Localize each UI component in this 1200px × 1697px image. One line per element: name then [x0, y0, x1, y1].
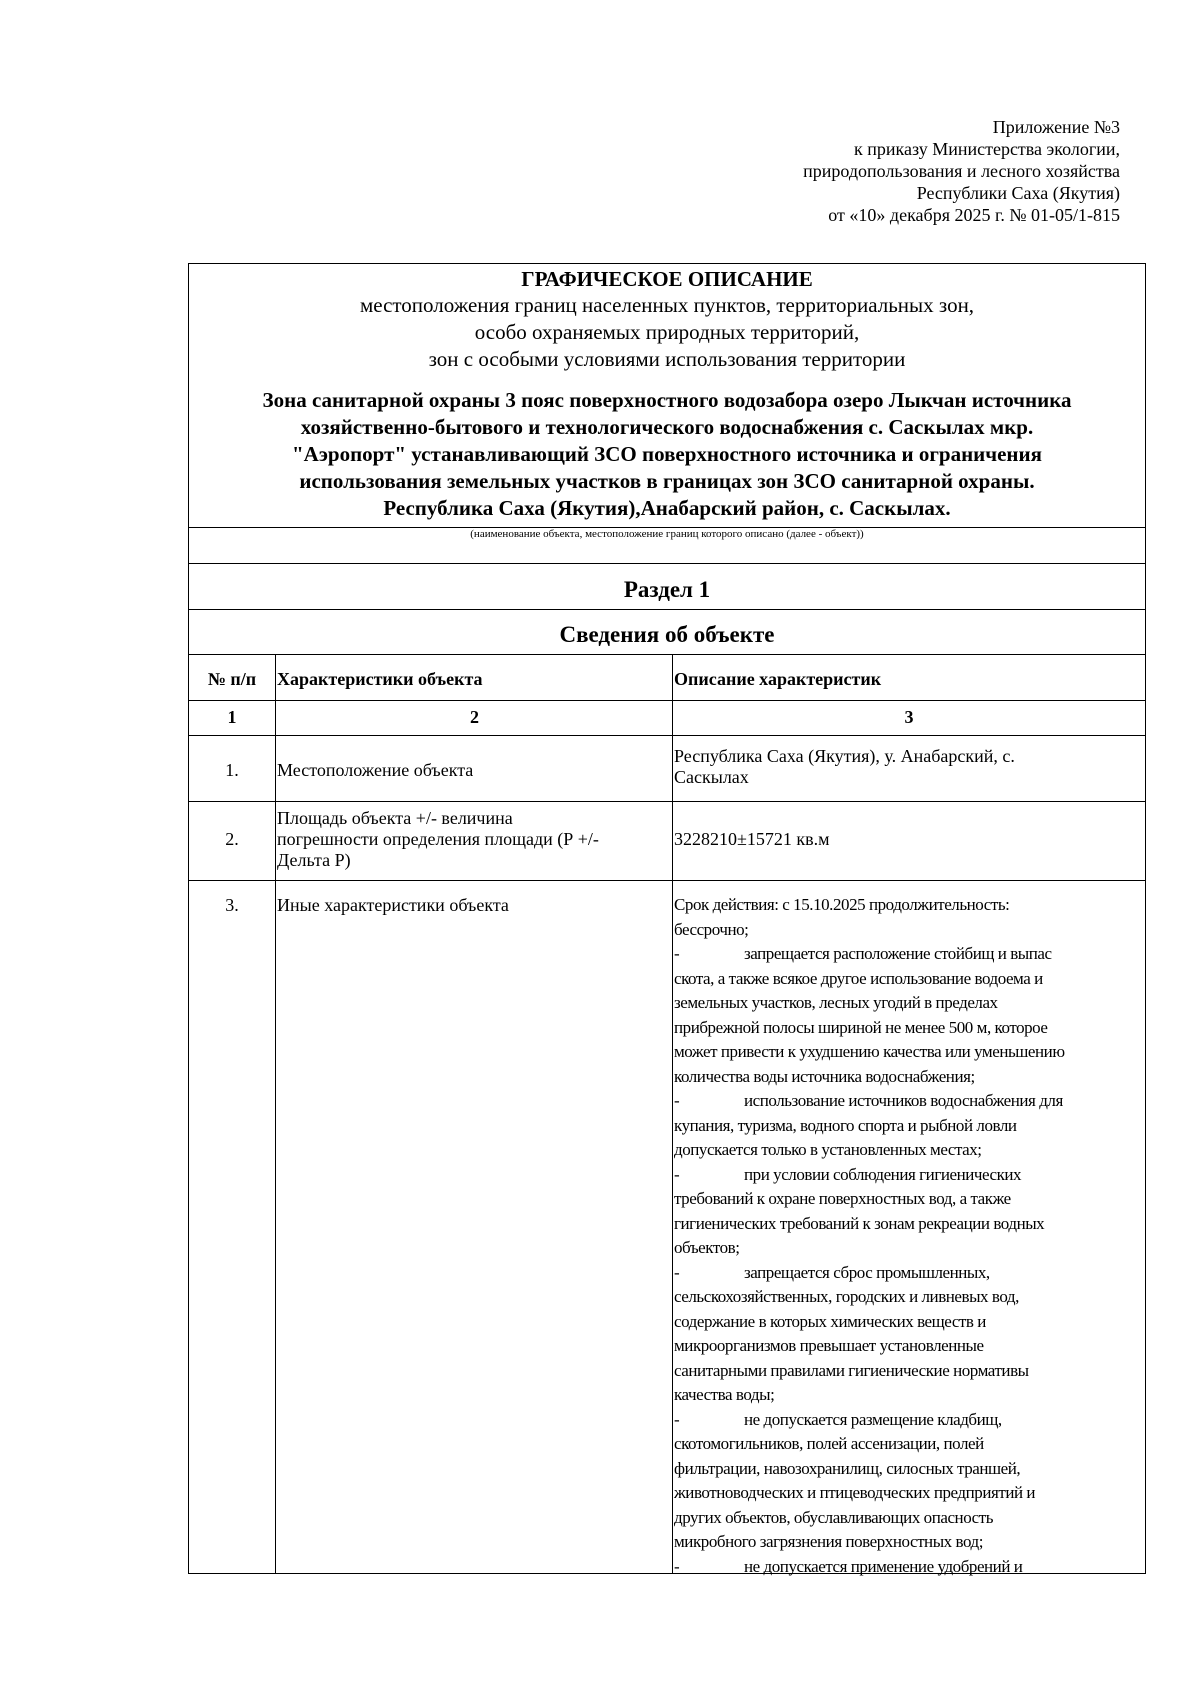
- description-text: прибрежной полосы шириной не менее 500 м, которое: [674, 1017, 1048, 1037]
- description-text: содержание в которых химических веществ и: [674, 1311, 986, 1331]
- table-row-number: 3.: [225, 895, 239, 915]
- section-number: Раздел 1: [623, 577, 711, 602]
- description-line: [674, 1408, 1143, 1433]
- divider: [189, 735, 1145, 736]
- list-dash: -: [674, 1556, 680, 1576]
- section-title: Сведения об объекте: [559, 622, 775, 647]
- description-text: Срок действия: с 15.10.2025 продолжительность:: [674, 895, 1010, 914]
- description-line: [674, 1089, 1143, 1114]
- description-text: купания, туризма, водного спорта и рыбной ловли: [674, 1115, 1017, 1135]
- description-line: [674, 1236, 1143, 1261]
- column-number-3: 3: [904, 707, 914, 727]
- description-text: допускается только в установленных местах;: [674, 1140, 982, 1159]
- description-text: запрещается сброс промышленных,: [744, 1262, 990, 1282]
- description-line: [674, 1212, 1143, 1237]
- document-frame: [188, 263, 1146, 1574]
- name-line: Дельта Р): [277, 850, 351, 870]
- description-line: [674, 1138, 1143, 1163]
- divider: [189, 700, 1145, 701]
- description-line: [674, 918, 1143, 943]
- description-text: бессрочно;: [674, 919, 749, 939]
- description-line: [674, 1310, 1143, 1335]
- column-divider: [275, 654, 276, 1574]
- description-line: [674, 1016, 1143, 1041]
- divider: [189, 801, 1145, 802]
- description-text: животноводческих и птицеводческих предприятий и: [674, 1483, 1036, 1502]
- description-line: [674, 1065, 1143, 1090]
- description-text: использование источников водоснабжения для: [744, 1091, 1063, 1110]
- subtitle-line: особо охраняемых природных территорий,: [474, 320, 860, 344]
- description-text: земельных участков, лесных угодий в пределах: [674, 993, 998, 1012]
- subtitle-line: местоположения границ населенных пунктов, территориальных зон,: [359, 293, 975, 317]
- document-subtitle: [189, 292, 1145, 373]
- object-name-line: Зона санитарной охраны 3 пояс поверхностного водозабора озеро Лыкчан источника: [262, 388, 1072, 412]
- description-text: не допускается применение удобрений и: [744, 1556, 1023, 1576]
- object-name: [193, 387, 1141, 522]
- divider: [189, 563, 1145, 564]
- description-text: при условии соблюдения гигиенических: [744, 1164, 1022, 1184]
- column-number-1: 1: [227, 707, 237, 727]
- other-characteristics-text: [674, 893, 1143, 1579]
- table-row-name: Иные характеристики объекта: [277, 895, 509, 915]
- description-line: [674, 893, 1143, 918]
- description-text: гигиенических требований к зонам рекреации водных: [674, 1213, 1045, 1233]
- description-text: требований к охране поверхностных вод, а также: [674, 1189, 1011, 1208]
- name-line: Площадь объекта +/- величина: [277, 808, 513, 828]
- divider: [189, 654, 1145, 655]
- description-line: [674, 1040, 1143, 1065]
- object-name-line: Республика Саха (Якутия),Анабарский район, с. Саскылах.: [383, 496, 951, 520]
- document-title: ГРАФИЧЕСКОЕ ОПИСАНИЕ: [521, 267, 813, 291]
- table-row-name: [277, 808, 599, 871]
- description-text: скота, а также всякое другое использование водоема и: [674, 968, 1043, 988]
- table-row-value: 3228210±15721 кв.м: [674, 829, 830, 849]
- appendix-line: к приказу Министерства экологии,: [853, 139, 1120, 159]
- description-line: [674, 1457, 1143, 1482]
- description-line: [674, 967, 1143, 992]
- description-text: объектов;: [674, 1238, 740, 1257]
- appendix-line: Республики Саха (Якутия): [916, 183, 1120, 203]
- object-name-line: хозяйственно-бытового и технологического водоснабжения с. Саскылах мкр.: [300, 415, 1034, 439]
- name-line: Местоположение объекта: [277, 760, 474, 780]
- description-line: [674, 1383, 1143, 1408]
- description-text: запрещается расположение стойбищ и выпас: [744, 944, 1052, 963]
- list-dash: -: [674, 944, 680, 963]
- description-text: скотомогильников, полей ассенизации, полей: [674, 1434, 984, 1453]
- description-text: сельскохозяйственных, городских и ливневых вод,: [674, 1287, 1019, 1306]
- appendix-header: [803, 116, 1120, 226]
- description-text: микробного загрязнения поверхностных вод;: [674, 1532, 984, 1551]
- description-text: может привести к ухудшению качества или уменьшению: [674, 1042, 1065, 1061]
- name-line: погрешности определения площади (Р +/-: [277, 829, 599, 849]
- description-line: [674, 1506, 1143, 1531]
- list-dash: -: [674, 1091, 680, 1110]
- list-dash: -: [674, 1262, 680, 1282]
- description-line: [674, 991, 1143, 1016]
- header-cell-description: Описание характеристик: [674, 669, 882, 689]
- description-line: [674, 1334, 1143, 1359]
- description-text: качества воды;: [674, 1385, 775, 1404]
- description-text: не допускается размещение кладбищ,: [744, 1409, 1002, 1429]
- description-line: [674, 1163, 1143, 1188]
- appendix-line: природопользования и лесного хозяйства: [803, 161, 1120, 181]
- appendix-line: от «10» декабря 2025 г. № 01-05/1-815: [828, 205, 1120, 225]
- description-text: других объектов, обуславливающих опасность: [674, 1507, 994, 1527]
- divider: [189, 880, 1145, 881]
- list-dash: -: [674, 1409, 680, 1429]
- description-line: [674, 1187, 1143, 1212]
- table-row-number: 1.: [225, 760, 239, 780]
- object-name-line: "Аэропорт" устанавливающий ЗСО поверхностного источника и ограничения: [292, 442, 1042, 466]
- value-line: Саскылах: [674, 767, 749, 787]
- divider: [189, 609, 1145, 610]
- table-row-number: 2.: [225, 829, 239, 849]
- table-row-value: [674, 746, 1015, 788]
- description-line: [674, 1555, 1143, 1580]
- description-text: микроорганизмов превышает установленные: [674, 1336, 984, 1355]
- description-line: [674, 1359, 1143, 1384]
- description-line: [674, 1114, 1143, 1139]
- header-cell-characteristic: Характеристики объекта: [277, 669, 483, 689]
- description-line: [674, 1261, 1143, 1286]
- description-line: [674, 1481, 1143, 1506]
- description-line: [674, 1285, 1143, 1310]
- description-line: [674, 1530, 1143, 1555]
- column-number-2: 2: [470, 707, 479, 727]
- table-row-name: [277, 760, 473, 781]
- column-divider: [672, 654, 673, 1574]
- description-line: [674, 942, 1143, 967]
- appendix-line: Приложение №3: [992, 117, 1120, 137]
- value-line: Республика Саха (Якутия), у. Анабарский, с.: [674, 746, 1015, 766]
- header-cell-number: № п/п: [207, 669, 257, 689]
- description-text: количества воды источника водоснабжения;: [674, 1066, 975, 1086]
- description-line: [674, 1432, 1143, 1457]
- description-text: фильтрации, навозохранилищ, силосных траншей,: [674, 1458, 1021, 1478]
- subtitle-line: зон с особыми условиями использования территории: [428, 347, 906, 371]
- description-text: санитарными правилами гигиенические нормативы: [674, 1360, 1029, 1380]
- object-name-line: использования земельных участков в границах зон ЗСО санитарной охраны.: [299, 469, 1035, 493]
- list-dash: -: [674, 1164, 680, 1184]
- object-name-caption: (наименование объекта, местоположение границ которого описано (далее - объект)): [470, 528, 864, 540]
